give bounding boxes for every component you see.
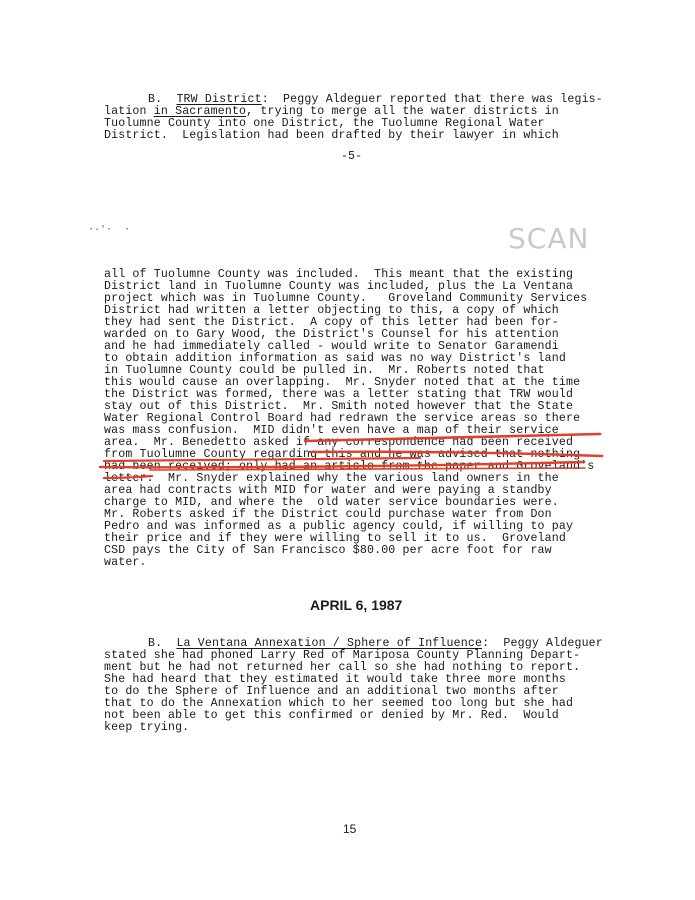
continuation-line: the District was formed, there was a letter stating that TRW would (104, 388, 574, 401)
continuation-line: had been received; only had an article from the paper and Groveland's (104, 460, 595, 473)
continuation-line: was mass confusion. MID didn't even have a map of their service (104, 424, 559, 437)
continuation-line: stay out of this District. Mr. Smith noted however that the State (104, 400, 574, 413)
continuation-line: this would cause an overlapping. Mr. Snyder noted that at the time (104, 376, 581, 389)
continuation-line: District had written a letter objecting to this, a copy of which (104, 304, 559, 317)
continuation-line: charge to MID, and where the old water service boundaries were. (104, 496, 559, 509)
la-ventana-line: ment but he had not returned her call so she had nothing to report. (104, 661, 581, 674)
continuation-line: Pedro and was informed as a public agency could, if willing to pay (104, 520, 574, 533)
trw-line-1-text: : Peggy Aldeguer reported that there was legis- (261, 93, 603, 106)
continuation-line: project which was in Tuolumne County. Groveland Community Services (104, 292, 588, 305)
meeting-date-heading: APRIL 6, 1987 (310, 597, 403, 613)
continuation-line: area. Mr. Benedetto asked if any correspondence had been received (104, 436, 574, 449)
scan-specks: ·-'· · (88, 224, 131, 235)
continuation-line: Water Regional Control Board had redrawn the service areas so there (104, 412, 581, 425)
la-ventana-line: keep trying. (104, 721, 190, 734)
continuation-line: from Tuolumne County regarding this and he was advised that nothing (104, 448, 581, 461)
continuation-line: they had sent the District. A copy of this letter had been for- (104, 316, 559, 329)
continuation-line: water. (104, 556, 147, 569)
continuation-line: District land in Tuolumne County was included, plus the La Ventana (104, 280, 574, 293)
red-underline-4 (100, 462, 584, 467)
la-ventana-line: to do the Sphere of Influence and an additional two months after (104, 685, 559, 698)
continuation-line: letter. Mr. Snyder explained why the various land owners in the (104, 472, 559, 485)
continuation-line: in Tuolumne County could be pulled in. Mr. Roberts noted that (104, 364, 545, 377)
la-ventana-line: stated she had phoned Larry Red of Mariposa County Planning Depart- (104, 649, 581, 662)
la-ventana-line: She had heard that they estimated it would take three more months (104, 673, 566, 686)
item-letter: B. (148, 93, 177, 106)
la-ventana-line: that to do the Annexation which to her seemed too long but she had (104, 697, 574, 710)
original-page-mark: -5- (341, 150, 363, 163)
trw-district-heading: TRW District (176, 93, 262, 106)
item-letter-2: B. (148, 637, 177, 650)
scan-stamp: SCAN (508, 222, 590, 255)
trw-line-2-pre: lation (104, 105, 154, 118)
page-number: 15 (343, 822, 357, 836)
la-ventana-heading: La Ventana Annexation / Sphere of Influence (176, 637, 483, 650)
in-sacramento-underlined: in Sacramento (153, 105, 247, 118)
red-underline-1 (305, 434, 600, 441)
continuation-line: to obtain addition information as said was no way District's land (104, 352, 566, 365)
red-underline-3 (104, 458, 420, 461)
continuation-line: Mr. Roberts asked if the District could purchase water from Don (104, 508, 552, 521)
red-underline-2 (310, 452, 602, 456)
trw-line-2-post: , trying to merge all the water districts in (246, 105, 559, 118)
continuation-line: CSD pays the City of San Francisco $80.00 per acre foot for raw (104, 544, 552, 557)
trw-paragraph-line-3: Tuolumne County into one District, the Tuolumne Regional Water (104, 117, 545, 130)
continuation-line: their price and if they were willing to sell it to us. Groveland (104, 532, 566, 545)
la-ventana-line: not been able to get this confirmed or denied by Mr. Red. Would (104, 709, 559, 722)
continuation-line: and he had immediately called - would write to Senator Garamendi (104, 340, 559, 353)
red-underline-5 (104, 476, 152, 478)
continuation-line: warded on to Gary Wood, the District's Counsel for his attention (104, 328, 559, 341)
continuation-line: all of Tuolumne County was included. This meant that the existing (104, 268, 574, 281)
la-ventana-line-1-text: : Peggy Aldeguer (482, 637, 603, 650)
trw-paragraph-line-4: District. Legislation had been drafted by their lawyer in which (104, 129, 559, 142)
continuation-line: area had contracts with MID for water and were paying a standby (104, 484, 552, 497)
